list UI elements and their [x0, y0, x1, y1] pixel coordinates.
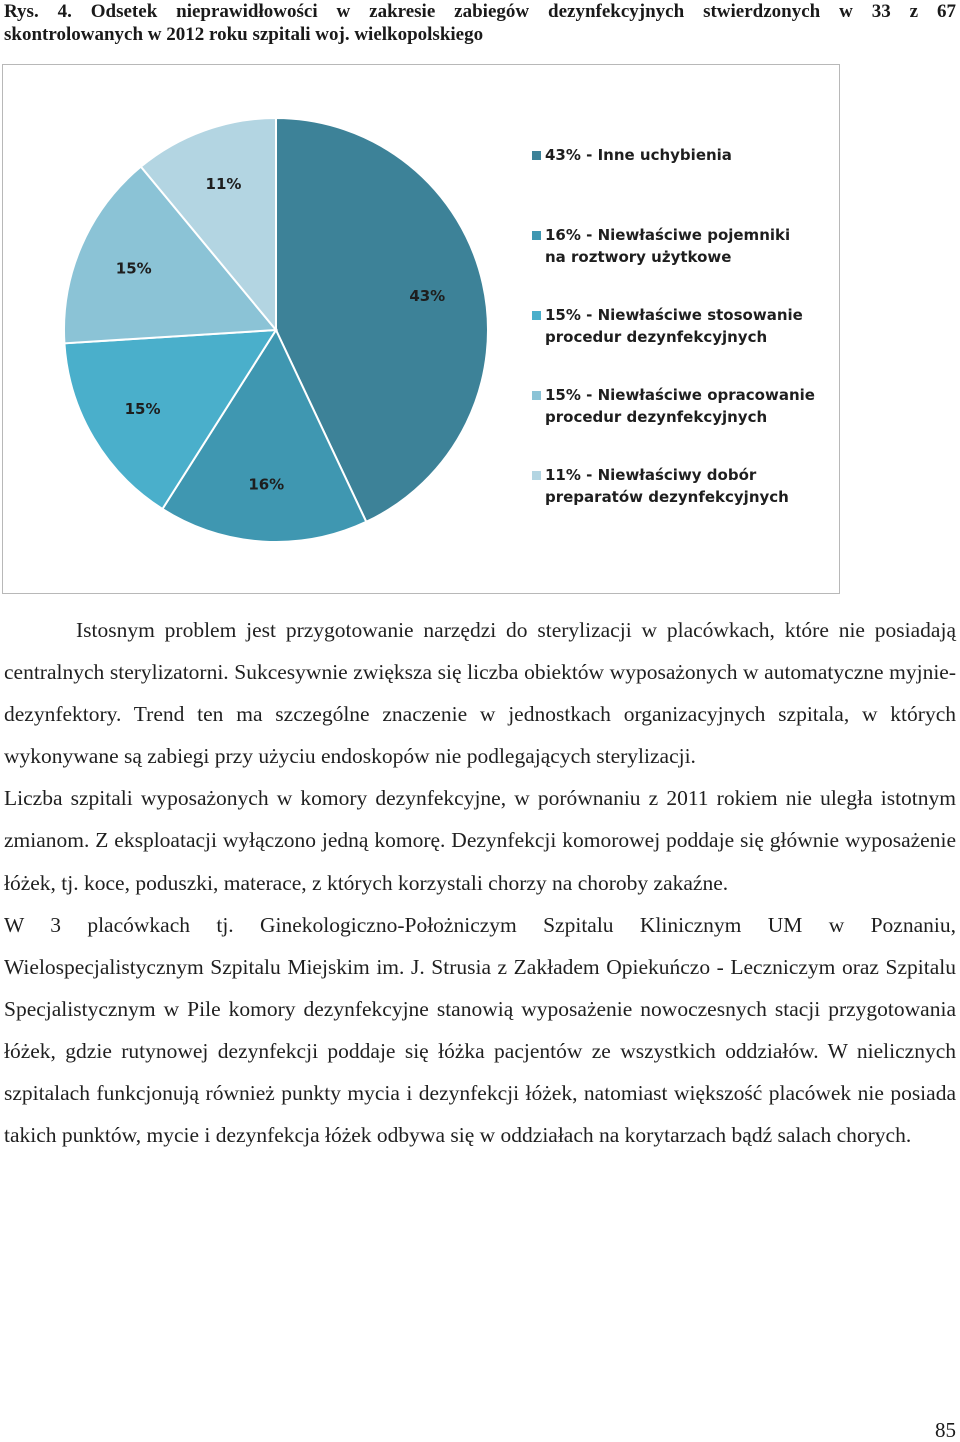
paragraph-3: W 3 placówkach tj. Ginekologiczno-Położniczym Szpitalu Klinicznym UM w Poznaniu, Wielospecjalistycznym Szpitalu Miejskim im. J. Strusia z Zakładem Opiekuńczo - Leczniczym oraz Szpitalu Specjalistycznym w Pile komory dezynfekcyjne stanowią wyposażenie nowoczesnych stacji przygotowania łóżek, gdzie rutynowej dezynfekcji poddaje się łóżka pacjentów ze wszystkich oddziałów. W nielicznych szpitalach funkcjonują również punkty mycia i dezynfekcji łóżek, natomiast większość placówek nie posiada takich punktów, mycie i dezynfekcja łóżek odbywa się w oddziałach na korytarzach bądź salach chorych. [4, 912, 956, 1148]
legend-swatch-1 [532, 151, 541, 160]
legend-entry-2: 16% - Niewłaściwe pojemniki na roztwory użytkowe [545, 226, 791, 266]
pie-slice-label-3: 15% [124, 399, 161, 418]
figure-caption [4, 0, 956, 46]
pie-slice-label-4: 15% [115, 259, 152, 278]
figure-caption-line-2: skontrolowanych w 2012 roku szpitali woj. wielkopolskiego [4, 24, 484, 45]
legend-entry-5: 11% - Niewłaściwy dobór preparatów dezynfekcyjnych [545, 466, 789, 506]
legend-swatch-5 [532, 471, 541, 480]
legend-entry-3: 15% - Niewłaściwe stosowanie procedur dezynfekcyjnych [545, 306, 803, 346]
pie-slice-label-5: 11% [205, 175, 242, 194]
legend-swatch-2 [532, 231, 541, 240]
pie-chart [3, 65, 839, 593]
paragraph-1: Istosnym problem jest przygotowanie narzędzi do sterylizacji w placówkach, które nie posiadają centralnych sterylizatorni. Sukcesywnie zwiększa się liczba obiektów wyposażonych w automatyczne myjnie-dezynfektory. Trend ten ma szczególne znaczenie w jednostkach organizacyjnych szpitala, w których wykonywane są zabiegi przy użyciu endoskopów nie podlegających sterylizacji. [4, 618, 956, 769]
chart-legend [532, 146, 815, 506]
legend-entry-4: 15% - Niewłaściwe opracowanie procedur dezynfekcyjnych [545, 386, 815, 426]
legend-entry-1: 43% - Inne uchybienia [545, 146, 732, 164]
body-text [4, 609, 956, 1156]
page-number: 85 [935, 1418, 956, 1442]
legend-swatch-4 [532, 391, 541, 400]
pie-slice-label-2: 16% [248, 475, 285, 494]
pie-slice-label-1: 43% [409, 287, 446, 306]
paragraph-2: Liczba szpitali wyposażonych w komory dezynfekcyjne, w porównaniu z 2011 rokiem nie uległa istotnym zmianom. Z eksploatacji wyłączono jedną komorę. Dezynfekcji komorowej poddaje się głównie wyposażenie łóżek, tj. koce, poduszki, materace, z których korzystali chorzy na choroby zakaźne. [4, 786, 956, 895]
pie-chart-figure [2, 64, 840, 594]
legend-swatch-3 [532, 311, 541, 320]
figure-caption-line-1: Rys. 4. Odsetek nieprawidłowości w zakresie zabiegów dezynfekcyjnych stwierdzonych w 33 z 67 [4, 1, 956, 22]
